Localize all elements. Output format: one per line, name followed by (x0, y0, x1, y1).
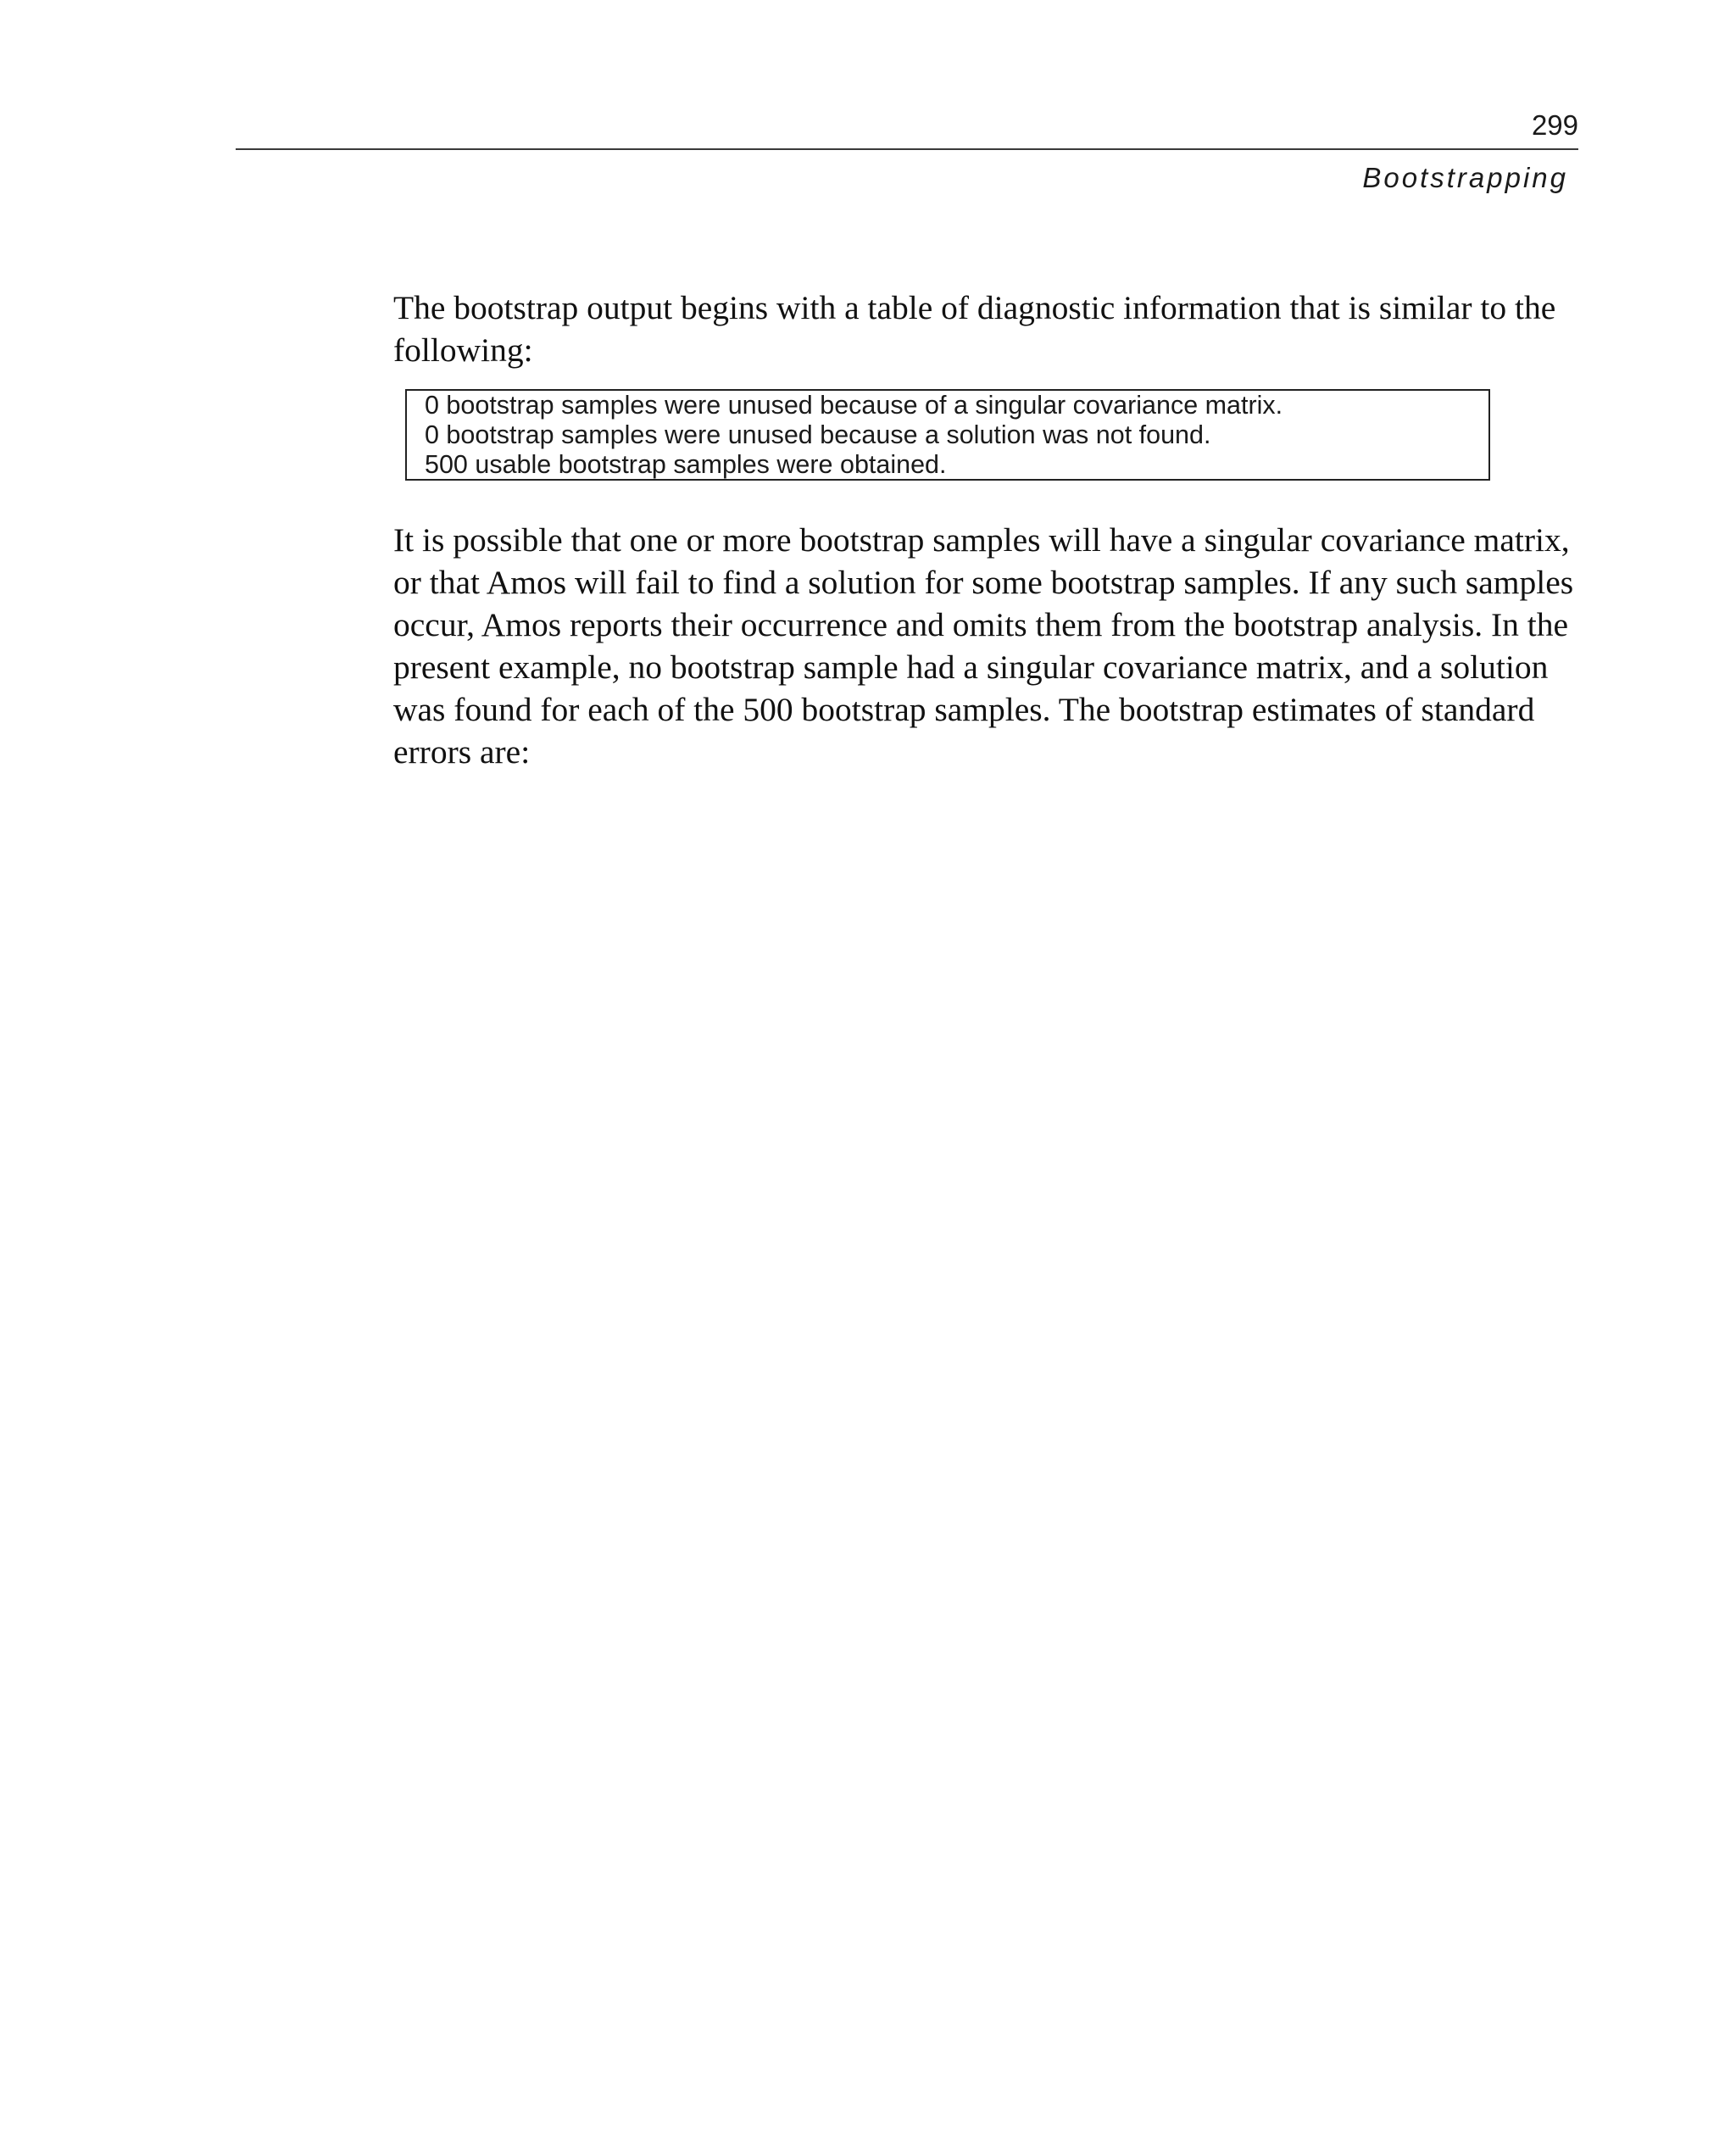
output-line: 0 bootstrap samples were unused because of a singular covariance matrix. (425, 391, 1283, 420)
intro-paragraph: The bootstrap output begins with a table of diagnostic information that is similar to the following: (393, 289, 1556, 369)
output-line: 500 usable bootstrap samples were obtained. (425, 450, 947, 479)
explanation-paragraph: It is possible that one or more bootstrap samples will have a singular covariance matrix, or that Amos will fail to find a solution for some bootstrap samples. If any such samples occur, Amos reports their occurrence and omits them from the bootstrap analysis. In the present example, no bootstrap sample had a singular covariance matrix, and a solution was found for each of the 500 bootstrap samples. The bootstrap estimates of standard errors are: (393, 521, 1574, 771)
header-rule (236, 148, 1578, 150)
page-number: 299 (1531, 109, 1578, 141)
output-line: 0 bootstrap samples were unused because a solution was not found. (425, 420, 1211, 449)
running-head: Bootstrapping (1362, 162, 1568, 193)
diagnostic-output-box (405, 389, 1490, 481)
